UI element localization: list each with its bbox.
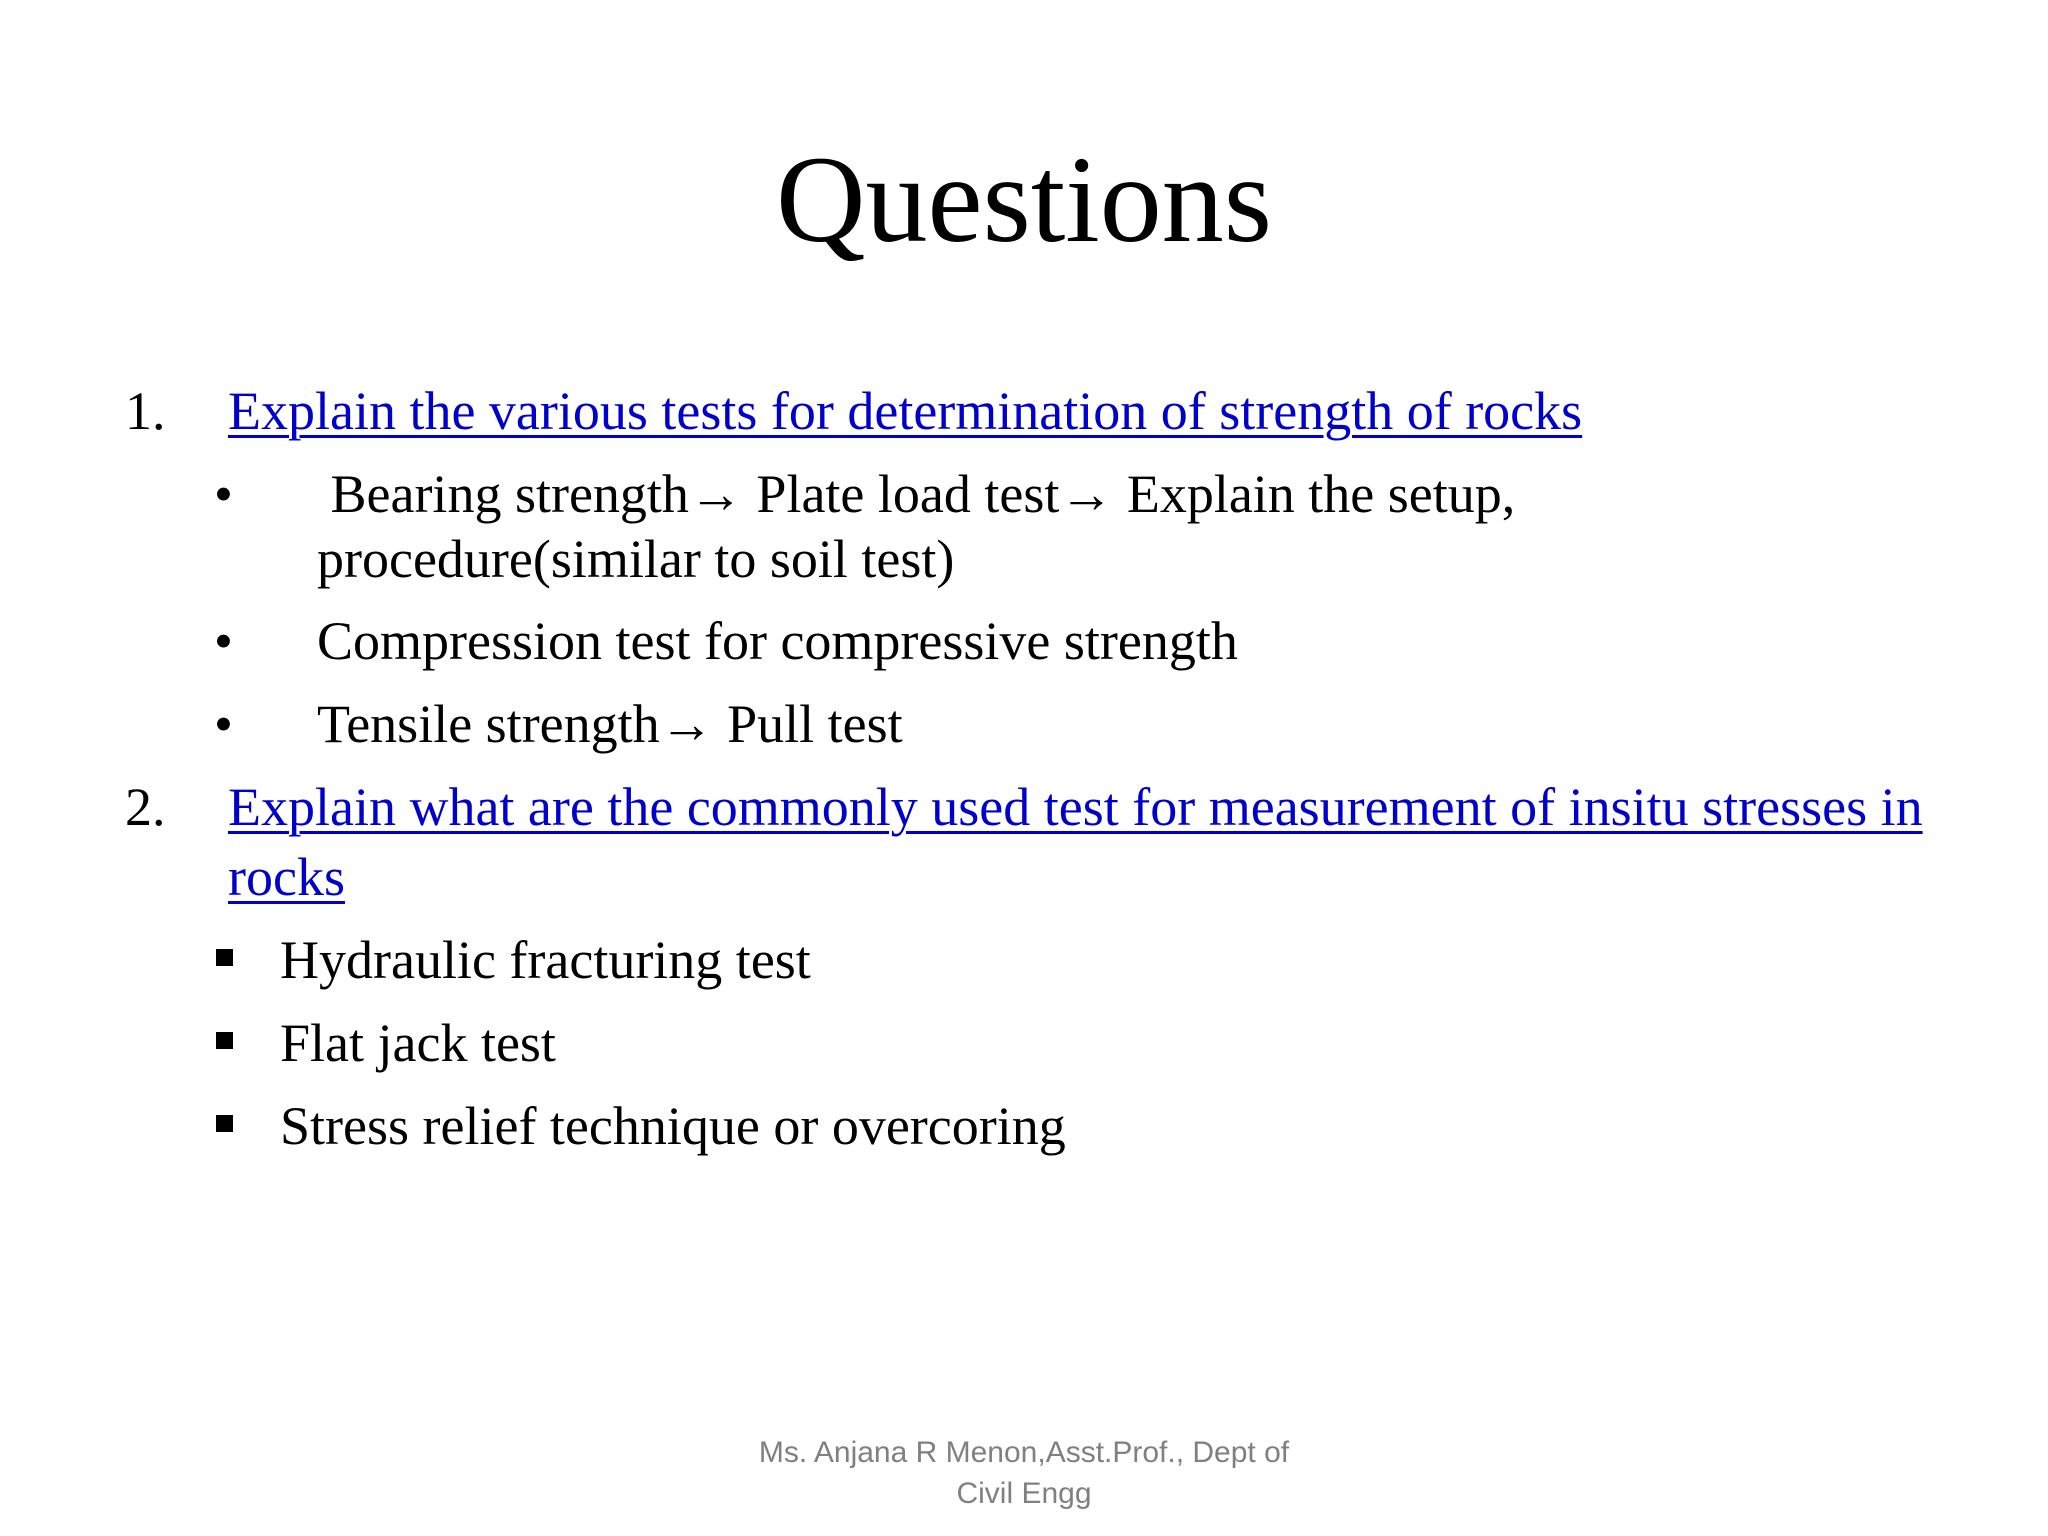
- question-number: 1.: [125, 381, 166, 441]
- slide-footer: [724, 1432, 1324, 1514]
- footer-line: Civil Engg: [956, 1477, 1092, 1510]
- list-item-text: Stress relief technique or overcoring: [280, 1096, 1066, 1156]
- question-link[interactable]: Explain what are the commonly used test for measurement of insitu stresses in rocks: [228, 777, 1923, 907]
- list-item-text: Compression test for compressive strength: [317, 611, 1238, 671]
- bullet-icon: •: [214, 694, 233, 754]
- slide-title: Questions: [776, 131, 1272, 268]
- list-item-text: Hydraulic fracturing test: [280, 930, 811, 990]
- list-item-text: procedure(similar to soil test): [317, 529, 955, 589]
- bullet-icon: •: [214, 464, 233, 524]
- square-bullet-icon: [216, 1032, 233, 1049]
- square-bullet-icon: [216, 949, 233, 966]
- square-bullet-icon: [216, 1115, 233, 1132]
- list-item-text: Tensile strength→ Pull test: [317, 694, 903, 754]
- bullet-icon: •: [214, 611, 233, 671]
- list-item-text: Flat jack test: [280, 1013, 556, 1073]
- question-number: 2.: [125, 777, 166, 837]
- list-item-text: Bearing strength→ Plate load test→ Explain the setup,: [317, 464, 1516, 524]
- question-link[interactable]: Explain the various tests for determination of strength of rocks: [228, 381, 1583, 441]
- footer-line: Ms. Anjana R Menon,Asst.Prof., Dept of: [758, 1436, 1290, 1469]
